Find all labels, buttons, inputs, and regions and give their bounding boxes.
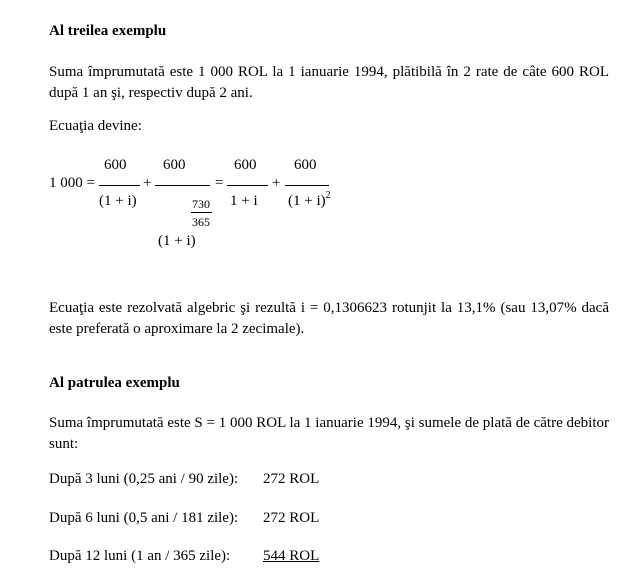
term2-fraction-bar [155,185,210,186]
term2-exponent-denominator: 365 [192,215,210,229]
payment-label: După 6 luni (0,5 ani / 181 zile): [49,510,239,526]
term3-denominator: 1 + i [230,193,258,209]
payment-amount: 272 ROL [263,471,320,487]
term2-exponent-bar [191,212,212,213]
payment-amount: 272 ROL [263,510,320,526]
term1-numerator: 600 [104,157,127,173]
term1-denominator: (1 + i) [99,193,137,209]
payment-amount: 544 ROL [263,548,320,564]
term2-base: (1 + i) [158,233,196,249]
term4-numerator: 600 [294,157,317,173]
equals-sign: = [215,175,224,191]
term4-exponent: 2 [325,190,331,201]
payment-label: După 3 luni (0,25 ani / 90 zile): [49,471,239,487]
plus-sign-1: + [143,175,152,191]
example3-result: Ecuaţia este rezolvată algebric şi rezultă i = 0,1306623 rotunjit la 13,1% (sau 13,07% dacă este preferată o aproximare la 2 zecimale). [49,300,609,337]
term3-fraction-bar [227,185,268,186]
payment-label: După 12 luni (1 an / 365 zile): [49,548,231,564]
equation-label: Ecuaţia devine: [49,118,142,134]
equation-lhs: 1 000 = [49,175,95,191]
term2-exponent-numerator: 730 [192,197,210,211]
plus-sign-2: + [272,175,281,191]
example3-heading: Al treilea exemplu [49,23,167,39]
term2-numerator: 600 [163,157,186,173]
example3-intro: Suma împrumutată este 1 000 ROL la 1 ianuarie 1994, plătibilă în 2 rate de câte 600 ROL după 1 an şi, respectiv după 2 ani. [49,64,609,101]
term4-denominator [288,190,331,210]
example4-heading: Al patrulea exemplu [49,375,180,391]
term1-fraction-bar [99,185,140,186]
term3-numerator: 600 [234,157,257,173]
term4-fraction-bar [285,185,329,186]
term4-base: (1 + i) [288,193,326,209]
example4-intro: Suma împrumutată este S = 1 000 ROL la 1 ianuarie 1994, şi sumele de plată de către debitor sunt: [49,415,609,452]
